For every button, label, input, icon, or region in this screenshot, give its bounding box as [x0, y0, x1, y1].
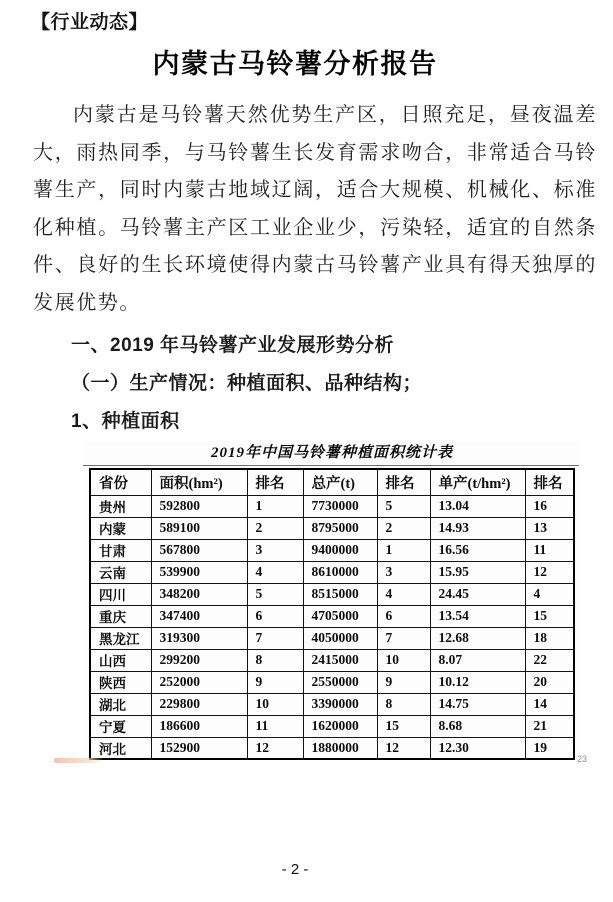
- table-row: [90, 539, 574, 561]
- table-cell: 12: [525, 561, 574, 583]
- table-cell: 2: [247, 517, 303, 539]
- table-cell: 9400000: [303, 539, 377, 561]
- table-cell: 319300: [151, 627, 247, 649]
- table-cell: 16: [525, 495, 574, 517]
- table-cell: 18: [525, 627, 574, 649]
- table-cell: 10: [377, 649, 430, 671]
- table-cell: 4705000: [303, 605, 377, 627]
- table-cell: 重庆: [90, 605, 151, 627]
- table-header-cell: 排名: [247, 469, 303, 495]
- table-cell: 14.75: [430, 693, 525, 715]
- table-cell: 云南: [90, 561, 151, 583]
- table-cell: 1: [377, 539, 430, 561]
- table-cell: 14: [525, 693, 574, 715]
- table-cell: 宁夏: [90, 715, 151, 737]
- table-cell: 19: [525, 737, 574, 759]
- table-cell: 2550000: [303, 671, 377, 693]
- table-cell: 黑龙江: [90, 627, 151, 649]
- table-cell: 8.68: [430, 715, 525, 737]
- scan-watermark: 23: [576, 754, 587, 764]
- table-wrap: [87, 468, 587, 764]
- potato-statistics-table: [89, 468, 575, 760]
- table-figure: [87, 441, 587, 764]
- table-cell: 2: [377, 517, 430, 539]
- table-cell: 24.45: [430, 583, 525, 605]
- table-cell: 152900: [151, 737, 247, 759]
- table-cell: 4: [525, 583, 574, 605]
- table-cell: 13.04: [430, 495, 525, 517]
- table-header-cell: 省份: [90, 469, 151, 495]
- document-title: 内蒙古马铃薯分析报告: [152, 49, 438, 79]
- table-header-cell: 面积(hm²): [151, 469, 247, 495]
- table-cell: 12.30: [430, 737, 525, 759]
- table-row: [90, 561, 574, 583]
- table-cell: 5: [247, 583, 303, 605]
- table-cell: 8: [247, 649, 303, 671]
- table-cell: 592800: [151, 495, 247, 517]
- table-cell: 7: [377, 627, 430, 649]
- table-cell: 12: [377, 737, 430, 759]
- table-cell: 229800: [151, 693, 247, 715]
- table-row: [90, 671, 574, 693]
- table-header-cell: 单产(t/hm²): [430, 469, 525, 495]
- heading-section-1: 一、2019 年马铃薯产业发展形势分析: [71, 335, 395, 356]
- table-cell: 539900: [151, 561, 247, 583]
- table-cell: 8795000: [303, 517, 377, 539]
- table-cell: 567800: [151, 539, 247, 561]
- table-cell: 6: [377, 605, 430, 627]
- table-cell: 10.12: [430, 671, 525, 693]
- table-cell: 7: [247, 627, 303, 649]
- table-row: [90, 517, 574, 539]
- table-cell: 1880000: [303, 737, 377, 759]
- table-cell: 8610000: [303, 561, 377, 583]
- table-row: [90, 605, 574, 627]
- table-cell: 3: [247, 539, 303, 561]
- table-cell: 348200: [151, 583, 247, 605]
- table-cell: 8.07: [430, 649, 525, 671]
- table-row: [90, 715, 574, 737]
- table-cell: 589100: [151, 517, 247, 539]
- table-header-row: [90, 469, 574, 495]
- table-cell: 甘肃: [90, 539, 151, 561]
- table-cell: 3390000: [303, 693, 377, 715]
- table-cell: 15: [377, 715, 430, 737]
- table-cell: 7730000: [303, 495, 377, 517]
- table-cell: 11: [247, 715, 303, 737]
- table-cell: 1620000: [303, 715, 377, 737]
- table-cell: 13: [525, 517, 574, 539]
- page-number: - 2 -: [281, 861, 309, 878]
- table-cell: 5: [377, 495, 430, 517]
- table-cell: 8: [377, 693, 430, 715]
- table-cell: 4050000: [303, 627, 377, 649]
- table-row: [90, 583, 574, 605]
- table-row: [90, 649, 574, 671]
- table-cell: 四川: [90, 583, 151, 605]
- scan-artifact-smudge: [54, 758, 104, 763]
- table-cell: 13.54: [430, 605, 525, 627]
- table-cell: 山西: [90, 649, 151, 671]
- table-cell: 9: [377, 671, 430, 693]
- table-cell: 21: [525, 715, 574, 737]
- table-cell: 内蒙: [90, 517, 151, 539]
- table-row: [90, 737, 574, 759]
- table-cell: 14.93: [430, 517, 525, 539]
- table-row: [90, 627, 574, 649]
- table-cell: 299200: [151, 649, 247, 671]
- heading-subsection-1: （一）生产情况：种植面积、品种结构；: [71, 373, 423, 394]
- table-cell: 3: [377, 561, 430, 583]
- table-cell: 9: [247, 671, 303, 693]
- table-cell: 15: [525, 605, 574, 627]
- table-row: [90, 495, 574, 517]
- table-cell: 12.68: [430, 627, 525, 649]
- table-cell: 2415000: [303, 649, 377, 671]
- table-cell: 4: [377, 583, 430, 605]
- table-cell: 1: [247, 495, 303, 517]
- table-header-cell: 总产(t): [303, 469, 377, 495]
- table-cell: 8515000: [303, 583, 377, 605]
- table-cell: 347400: [151, 605, 247, 627]
- table-cell: 20: [525, 671, 574, 693]
- table-cell: 11: [525, 539, 574, 561]
- table-cell: 186600: [151, 715, 247, 737]
- table-cell: 贵州: [90, 495, 151, 517]
- table-cell: 15.95: [430, 561, 525, 583]
- table-row: [90, 693, 574, 715]
- table-cell: 10: [247, 693, 303, 715]
- table-cell: 湖北: [90, 693, 151, 715]
- table-cell: 252000: [151, 671, 247, 693]
- table-cell: 22: [525, 649, 574, 671]
- table-cell: 12: [247, 737, 303, 759]
- table-header-cell: 排名: [525, 469, 574, 495]
- table-header-cell: 排名: [377, 469, 430, 495]
- table-cell: 4: [247, 561, 303, 583]
- table-cell: 河北: [90, 737, 151, 759]
- section-tag: 【行业动态】: [31, 12, 149, 33]
- table-cell: 6: [247, 605, 303, 627]
- intro-paragraph: 内蒙古是马铃薯天然优势生产区，日照充足，昼夜温差大，雨热同季，与马铃薯生长发育需求吻合，非常适合马铃薯生产，同时内蒙古地域辽阔，适合大规模、机械化、标准化种植。马铃薯主产区工业企业少，污染轻，适宜的自然条件、良好的生长环境使得内蒙古马铃薯产业具有得天独厚的发展优势。: [33, 104, 597, 314]
- heading-point-1: 1、种植面积: [71, 411, 180, 432]
- table-title: 2019年中国马铃薯种植面积统计表: [210, 445, 453, 461]
- table-cell: 陕西: [90, 671, 151, 693]
- table-cell: 16.56: [430, 539, 525, 561]
